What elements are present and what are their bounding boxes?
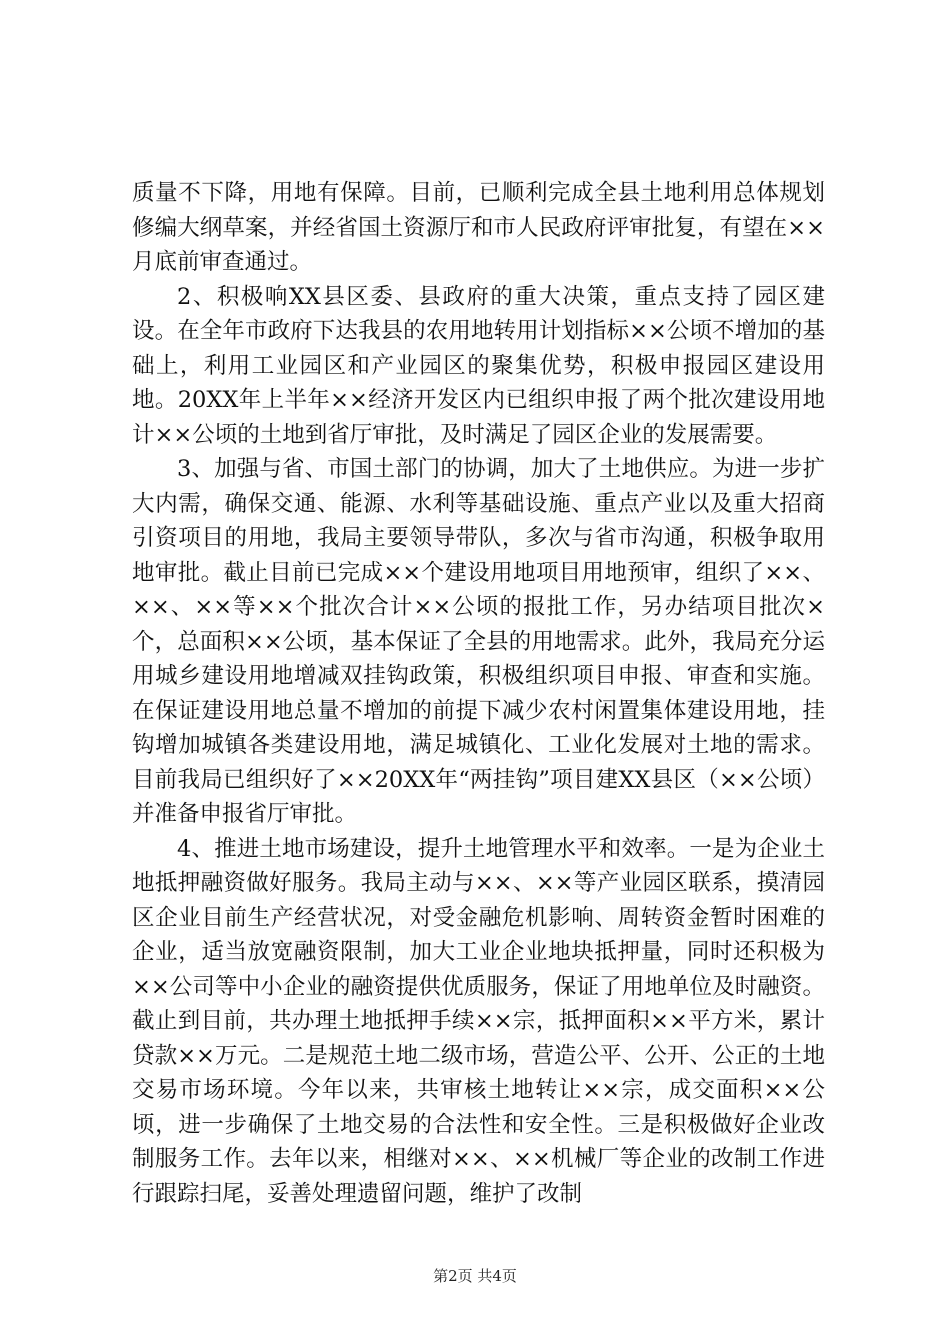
paragraph-2: 2、积极响XX县区委、县政府的重大决策，重点支持了园区建设。在全年市政府下达我县的农用地转用计划指标××公顷不增加的基础上，利用工业园区和产业园区的聚集优势，积极申报园区建设用地。20XX年上半年××经济开发区内已组织申报了两个批次建设用地计××公顷的土地到省厅审批，及时满足了园区企业的发展需要。 <box>132 283 825 448</box>
paragraph-3: 3、加强与省、市国土部门的协调，加大了土地供应。为进一步扩大内需，确保交通、能源、水利等基础设施、重点产业以及重大招商引资项目的用地，我局主要领导带队，多次与省市沟通，积极争取用地审批。截止目前已完成××个建设用地项目用地预审，组织了××、××、××等××个批次合计××公顷的报批工作，另办结项目批次×个，总面积××公顷，基本保证了全县的用地需求。此外，我局充分运用城乡建设用地增减双挂钩政策，积极组织项目申报、审查和实施。在保证建设用地总量不增加的前提下减少农村闲置集体建设用地，挂钩增加城镇各类建设用地，满足城镇化、工业化发展对土地的需求。目前我局已组织好了××20XX年“两挂钩”项目建XX县区（××公顷）并准备申报省厅审批。 <box>132 456 825 827</box>
page-footer: 第2页 共4页 <box>433 1267 517 1285</box>
paragraph-4: 4、推进土地市场建设，提升土地管理水平和效率。一是为企业土地抵押融资做好服务。我局主动与××、××等产业园区联系，摸清园区企业目前生产经营状况，对受金融危机影响、周转资金暂时困难的企业，适当放宽融资限制，加大工业企业地块抵押量，同时还积极为××公司等中小企业的融资提供优质服务，保证了用地单位及时融资。截止到目前，共办理土地抵押手续××宗，抵押面积××平方米，累计贷款××万元。二是规范土地二级市场，营造公平、公开、公正的土地交易市场环境。今年以来，共审核土地转让××宗，成交面积××公顷，进一步确保了土地交易的合法性和安全性。三是积极做好企业改制服务工作。去年以来，相继对××、××机械厂等企业的改制工作进行跟踪扫尾，妥善处理遗留问题，维护了改制 <box>132 835 825 1207</box>
paragraph-continued: 质量不下降，用地有保障。目前，已顺利完成全县土地利用总体规划修编大纲草案，并经省国土资源厅和市人民政府评审批复，有望在××月底前审查通过。 <box>132 180 825 275</box>
document-body <box>132 176 825 1211</box>
